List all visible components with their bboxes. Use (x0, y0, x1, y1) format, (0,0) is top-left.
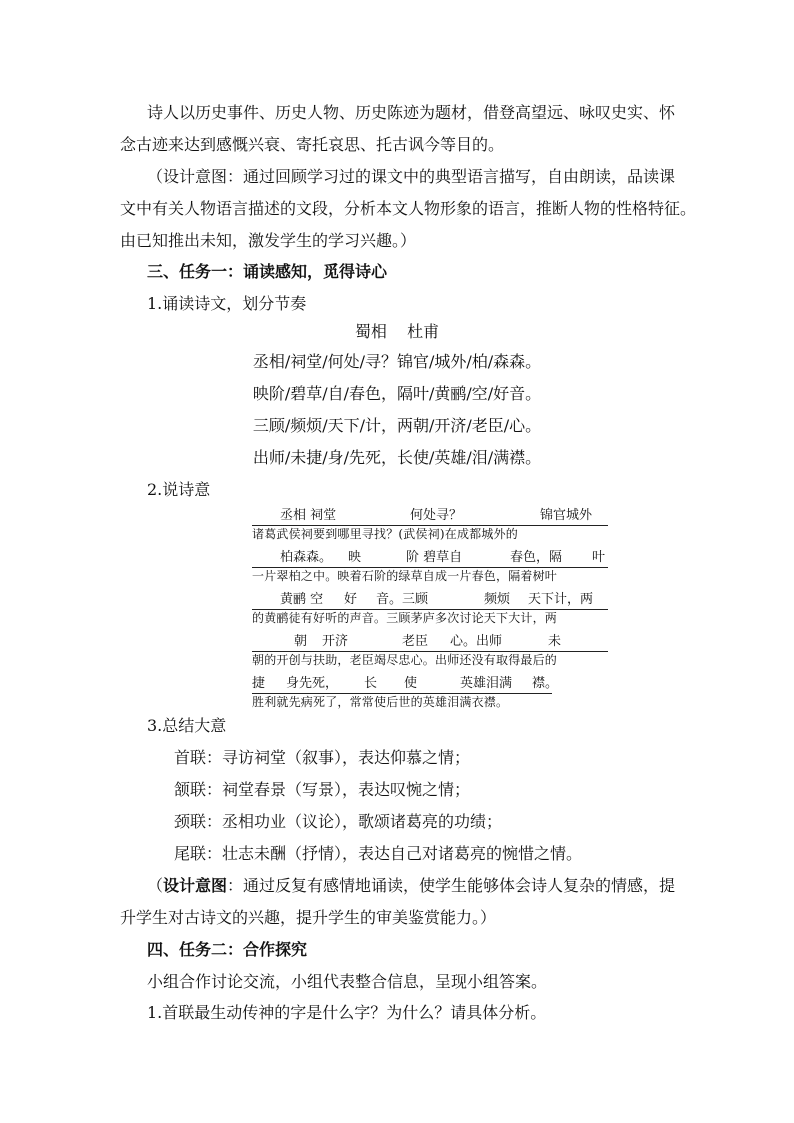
annotation-word: 春色，隔 (510, 550, 563, 565)
annotation-word: 映 (348, 550, 362, 565)
section-4-item-1: 1.首联最生动传神的字是什么字？为什么？请具体分析。 (147, 1003, 547, 1022)
annotation-word: 何处寻？ (410, 508, 463, 523)
annotation-word: 黄鹂 空 (280, 592, 324, 607)
section-3-item-2: 2.说诗意 (147, 480, 211, 499)
section-3-item-1: 1.诵读诗文，划分节奏 (147, 294, 307, 313)
translation-row-2-top (252, 550, 608, 566)
annotation-word: 捷 (252, 676, 266, 691)
annotation-word: 襟。 (532, 676, 559, 691)
design-intent-label: 设计意图 (163, 876, 228, 895)
annotation-word: 丞相 祠堂 (280, 508, 337, 523)
design-note-2-text: ：通过反复有感情地诵读，使学生能够体会诗人复杂的情感，提 (227, 876, 676, 895)
design-note-1-line-1: （设计意图：通过回顾学习过的课文中的典型语言描写，自由朗读，品读课 (147, 167, 676, 186)
design-note-1-line-2: 文中有关人物语言描述的文段，分析本文人物形象的语言，推断人物的性格特征。 (120, 199, 697, 218)
design-note-1-line-3: 由已知推出未知，激发学生的学习兴趣。） (120, 231, 417, 250)
translation-row-2-bottom: 一片翠柏之中。映着石阶的绿草自成一片春色，隔着树叶 (252, 569, 558, 583)
summary-line-3: 颈联：丞相功业（议论），歌颂诸葛亮的功绩； (174, 812, 503, 831)
annotation-word: 柏森森。 (280, 550, 333, 565)
annotation-word: 频烦 (484, 592, 511, 607)
annotation-word: 心。出师 (450, 634, 503, 649)
section-4-heading: 四、任务二：合作探究 (147, 940, 308, 959)
annotation-word: 叶 (592, 550, 606, 565)
annotation-word: 天下计，两 (528, 592, 594, 607)
annotation-word: 锦官城外 (540, 508, 593, 523)
annotation-word: 未 (548, 634, 562, 649)
annotation-word: 英雄泪满 (460, 676, 513, 691)
intro-line-2: 念古迹来达到感慨兴衰、寄托哀思、托古讽今等目的。 (120, 135, 505, 154)
annotation-word: 身先死， (286, 676, 339, 691)
summary-line-2: 颔联：祠堂春景（写景），表达叹惋之情； (174, 780, 471, 799)
translation-row-5-bottom: 胜利就先病死了，常常使后世的英雄泪满衣襟。 (252, 695, 509, 709)
summary-line-4: 尾联：壮志未酬（抒情），表达自己对诸葛亮的惋惜之情。 (174, 844, 583, 863)
annotation-word: 朝 (294, 634, 308, 649)
translation-row-5-top (252, 676, 608, 692)
summary-line-1: 首联：寻访祠堂（叙事），表达仰慕之情； (174, 748, 471, 767)
poem-line-2: 映阶/碧草/自/春色，隔叶/黄鹂/空/好音。 (252, 384, 542, 403)
annotation-word: 阶 碧草自 (406, 550, 463, 565)
translation-row-1-top (252, 508, 608, 524)
annotation-word: 老臣 (402, 634, 429, 649)
annotation-word: 开济 (322, 634, 349, 649)
poem-title: 蜀相 杜甫 (354, 322, 440, 341)
design-note-2-line-2: 升学生对古诗文的兴趣，提升学生的审美鉴赏能力。） (120, 908, 497, 927)
translation-row-1-bottom: 诸葛武侯祠要到哪里寻找？(武侯祠)在成都城外的 (252, 527, 518, 541)
annotation-word: 使 (404, 676, 418, 691)
section-4-intro: 小组合作讨论交流，小组代表整合信息，呈现小组答案。 (147, 972, 548, 991)
section-3-heading: 三、任务一：诵读感知，觅得诗心 (147, 262, 388, 281)
poem-line-1: 丞相/祠堂/何处/寻？锦官/城外/柏/森森。 (252, 352, 542, 371)
annotation-word: 长 (364, 676, 378, 691)
translation-row-4-top (252, 634, 608, 650)
design-note-2-line-1 (147, 876, 675, 896)
poem-line-4: 出师/未捷/身/先死，长使/英雄/泪/满襟。 (252, 448, 542, 467)
translation-row-3-top (252, 592, 608, 608)
open-paren: （ (147, 876, 164, 895)
section-3-item-3: 3.总结大意 (147, 716, 227, 735)
translation-row-3-bottom: 的黄鹂徒有好听的声音。三顾茅庐多次讨论天下大计，两 (252, 611, 558, 625)
translation-row-4-bottom: 朝的开创与扶助，老臣竭尽忠心。出师还没有取得最后的 (252, 653, 558, 667)
annotation-word: 音。三顾 (376, 592, 429, 607)
annotation-word: 好 (344, 592, 358, 607)
poem-line-3: 三顾/频烦/天下/计，两朝/开济/老臣/心。 (252, 416, 542, 435)
intro-line-1: 诗人以历史事件、历史人物、历史陈迹为题材，借登高望远、咏叹史实、怀 (147, 103, 676, 122)
